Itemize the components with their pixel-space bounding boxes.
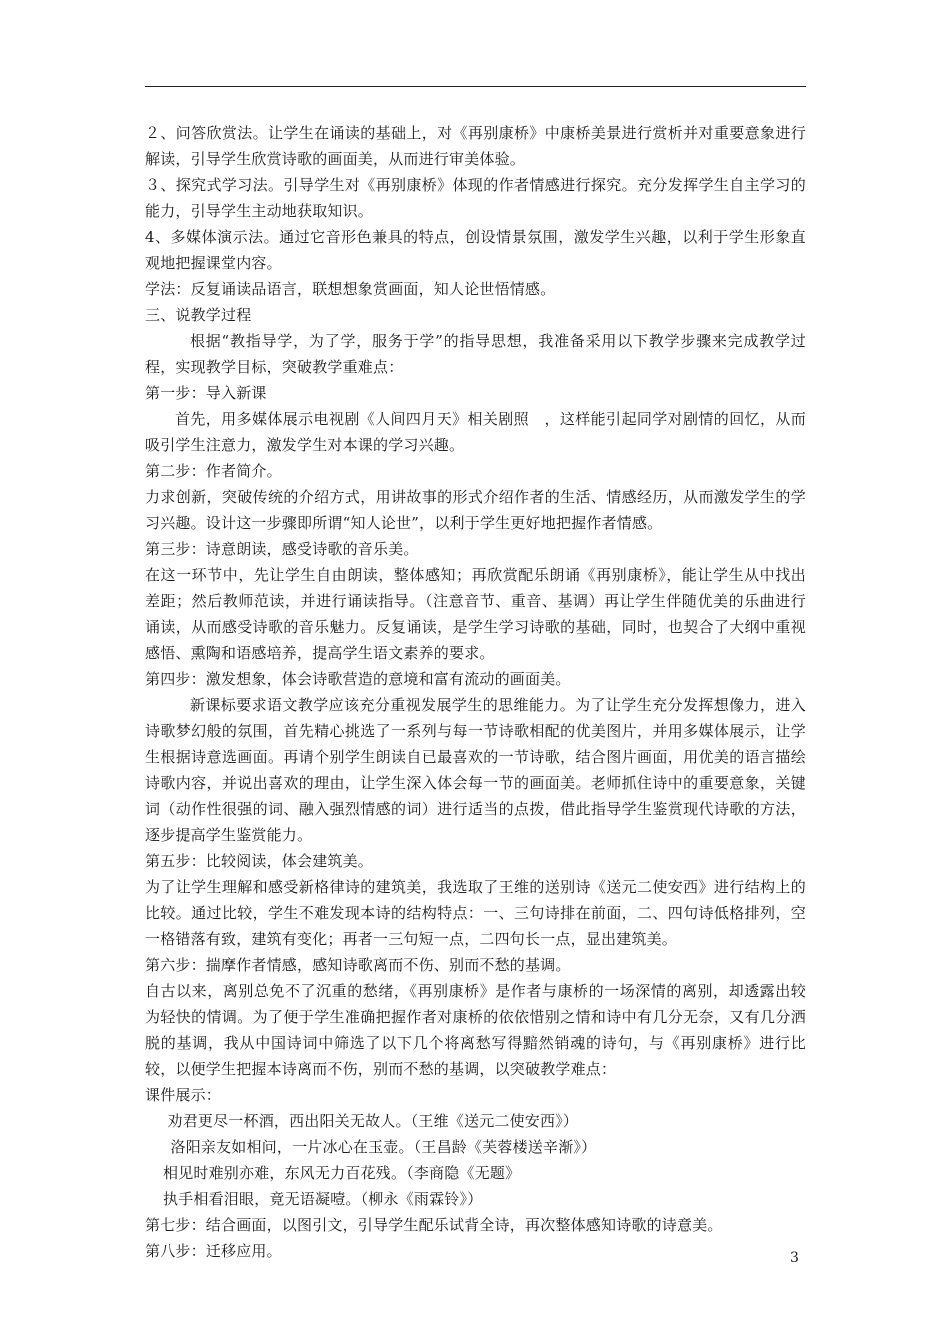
step-heading: 第六步：揣摩作者情感，感知诗歌离而不伤、别而不愁的基调。 <box>145 956 571 974</box>
paragraph: ２、问答欣赏法。让学生在诵读的基础上，对《再别康桥》中康桥美景进行赏析并对重要意象进行解读，引导学生欣赏诗歌的画面美，从而进行审美体验。 <box>145 124 806 168</box>
paragraph: 学法：反复诵读品语言，联想想象赏画面，知人论世悟情感。 <box>145 280 556 298</box>
paragraph: 力求创新，突破传统的介绍方式，用讲故事的形式介绍作者的生活、情感经历，从而激发学生的学习兴趣。设计这一步骤即所谓“知人论世”，以利于学生更好地把握作者情感。 <box>145 488 806 532</box>
paragraph: 课件展示： <box>145 1086 222 1104</box>
paragraph: 根据“教指导学，为了学，服务于学”的指导思想，我准备采用以下教学步骤来完成教学过程，实现教学目标，突破教学重难点： <box>145 332 806 376</box>
step-heading: 第一步：导入新课 <box>145 384 267 402</box>
page-number: 3 <box>790 1250 799 1266</box>
poem-line: 相见时难别亦难，东风无力百花残。（李商隐《无题》 <box>163 1164 521 1182</box>
poem-line: 洛阳亲友如相问，一片冰心在玉壶。（王昌龄《芙蓉楼送辛渐》） <box>170 1138 597 1156</box>
step-heading: 第三步：诗意朗读，感受诗歌的音乐美。 <box>145 540 419 558</box>
step-heading: 第五步：比较阅读，体会建筑美。 <box>145 852 374 870</box>
paragraph: 为了让学生理解和感受新格律诗的建筑美，我选取了王维的送别诗《送元二使安西》进行结构上的比较。通过比较，学生不难发现本诗的结构特点：一、三句诗排在前面，二、四句诗低格排列，空一格错落有致，建筑有变化；再者一三句短一点，二四句长一点，显出建筑美。 <box>145 878 806 948</box>
poem-line: 劝君更尽一杯酒，西出阳关无故人。（王维《送元二使安西》） <box>167 1112 579 1130</box>
paragraph: 首先，用多媒体展示电视剧《人间四月天》相关剧照 ，这样能引起同学对剧情的回忆，从而吸引学生注意力，激发学生对本课的学习兴趣。 <box>145 410 806 454</box>
section-heading: 三、说教学过程 <box>145 306 252 324</box>
step-heading: 第七步：结合画面，以图引文，引导学生配乐试背全诗，再次整体感知诗歌的诗意美。 <box>145 1216 723 1234</box>
paragraph: 在这一环节中，先让学生自由朗读，整体感知；再欣赏配乐朗诵《再别康桥》，能让学生从中找出差距；然后教师范读，并进行诵读指导。（注意音节、重音、基调）再让学生伴随优美的乐曲进行诵读，从而感受诗歌的音乐魅力。反复诵读，是学生学习诗歌的基础，同时，也契合了大纲中重视感悟、熏陶和语感培养，提高学生语文素养的要求。 <box>145 566 806 662</box>
document-body <box>145 120 806 1264</box>
step-heading: 第二步：作者简介。 <box>145 462 282 480</box>
header-rule <box>145 86 806 87</box>
paragraph: 4、多媒体演示法。通过它音形色兼具的特点，创设情景氛围，激发学生兴趣，以利于学生形象直观地把握课堂内容。 <box>145 228 806 272</box>
paragraph: ３、探究式学习法。引导学生对《再别康桥》体现的作者情感进行探究。充分发挥学生自主学习的能力，引导学生主动地获取知识。 <box>145 176 806 220</box>
step-heading: 第四步：激发想象，体会诗歌营造的意境和富有流动的画面美。 <box>145 670 571 688</box>
poem-line: 执手相看泪眼，竟无语凝噎。（柳永《雨霖铃》） <box>163 1190 483 1208</box>
paragraph: 自古以来，离别总免不了沉重的愁绪，《再别康桥》是作者与康桥的一场深情的离别，却透露出较为轻快的情调。为了便于学生准确把握作者对康桥的依依惜别之情和诗中有几分无奈，又有几分洒脱的基调，我从中国诗词中筛选了以下几个将离愁写得黯然销魂的诗句，与《再别康桥》进行比较，以便学生把握本诗离而不伤，别而不愁的基调，以突破教学难点： <box>145 982 806 1078</box>
paragraph: 新课标要求语文教学应该充分重视发展学生的思维能力。为了让学生充分发挥想像力，进入诗歌梦幻般的氛围，首先精心挑选了一系列与每一节诗歌相配的优美图片，并用多媒体展示，让学生根据诗意选画面。再请个别学生朗读自已最喜欢的一节诗歌，结合图片画面，用优美的语言描绘诗歌内容，并说出喜欢的理由，让学生深入体会每一节的画面美。老师抓住诗中的重要意象，关键词（动作性很强的词、融入强烈情感的词）进行适当的点拨，借此指导学生鉴赏现代诗歌的方法，逐步提高学生鉴赏能力。 <box>145 696 806 844</box>
step-heading: 第八步：迁移应用。 <box>145 1242 282 1260</box>
